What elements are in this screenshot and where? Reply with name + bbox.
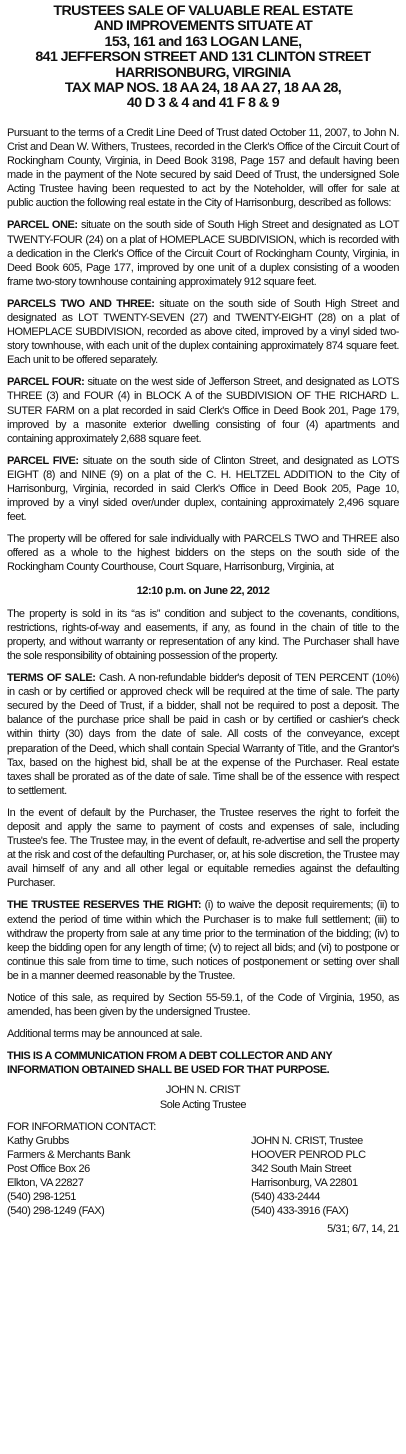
contact-line: (540) 433-2444	[251, 1191, 320, 1204]
contact-left	[7, 1134, 130, 1219]
contact-line: Farmers & Merchants Bank	[7, 1148, 131, 1161]
contact-line: Elkton, VA 22827	[7, 1177, 84, 1190]
contact-heading: FOR INFORMATION CONTACT:	[7, 1120, 156, 1133]
contact-right	[251, 1134, 399, 1219]
title-line: 40 D 3 & 4 and 41 F 8 & 9	[126, 95, 280, 112]
debt-collector-disclaimer: THIS IS A COMMUNICATION FROM A DEBT COLLECTOR AND ANY INFORMATION OBTAINED SHALL BE USED FOR THAT PURPOSE.	[7, 1050, 333, 1077]
contact-line: 342 South Main Street	[251, 1162, 352, 1175]
parcel-five-paragraph	[7, 454, 399, 524]
parcel-four-text: situate on the west side of Jefferson Street, and designated as LOTS THREE (3) and FOUR (4) in BLOCK A of the SUBDIVISION OF THE RICHARD L. SUTER FARM on a plat recorded in said Clerk's Office in Deed Book 201, Page 179, improved by a masonite exterior dwelling consisting of four (4) apartments and containing approximately 2,688 square feet.	[7, 376, 399, 445]
notice-title	[7, 4, 399, 112]
parcel-five-text: situate on the south side of Clinton Street, and designated as LOTS EIGHT (8) and NINE (9) on a plat of the C. H. HELTZEL ADDITION to the City of Harrisonburg, Virginia, recorded in said Clerk's Office in Deed Book 205, Page 10, improved by a vinyl sided over/under duplex, containing approximately 2,496 square feet.	[7, 454, 399, 524]
terms-paragraph	[7, 671, 399, 798]
parcels-two-three-paragraph	[7, 297, 399, 367]
run-dates: 5/31; 6/7, 14, 21	[327, 1223, 399, 1236]
contact-line: (540) 433-3916 (FAX)	[251, 1205, 349, 1218]
offer-paragraph: The property will be offered for sale individually with PARCELS TWO and THREE also offered as a whole to the highest bidders on the steps on the south side of the Rockingham County Courthouse, Court Square, Harrisonburg, Virginia, at	[7, 533, 399, 574]
contacts	[7, 1134, 399, 1219]
default-paragraph: In the event of default by the Purchaser, the Trustee reserves the right to forfeit the deposit and apply the same to payment of costs and expenses of sale, including Trustee's fee. The Trustee may, in the event of default, re-advertise and sell the property at the risk and cost of the defaulting Purchaser, or, at his sole discretion, the Trustee may avail himself of any and all other legal or equitable remedies against the defaulting Purchaser.	[7, 806, 399, 890]
as-is-paragraph: The property is sold in its “as is” condition and subject to the covenants, conditions, restrictions, rights-of-way and easements, if any, as found in the chain of title to the property, and without warranty or representation of any kind. The Purchaser shall have the sole responsibility of obtaining possession of the property.	[7, 607, 399, 662]
parcels-two-three-text: situate on the south side of South High Street and designated as LOT TWENTY-SEVEN (27) and TWENTY-EIGHT (28) on a plat of HOMEPLACE SUBDIVISION, recorded as above cited, improved by a vinyl sided two-story townhouse, with each unit of the duplex containing approximately 874 square feet. Each unit to be offered separately.	[7, 297, 399, 367]
reserves-label: THE TRUSTEE RESERVES THE RIGHT:	[7, 899, 202, 912]
title-line: TAX MAP NOS. 18 AA 24, 18 AA 27, 18 AA 28,	[64, 80, 342, 97]
intro-paragraph: Pursuant to the terms of a Credit Line Deed of Trust dated October 11, 2007, to John N. Crist and Dean W. Withers, Trustees, recorded in the Clerk's Office of the Circuit Court of Rockingham County, Virginia, in Deed Book 3198, Page 157 and default having been made in the payment of the Note secured by said Deed of Trust, the undersigned Sole Acting Trustee having been requested to act by the Noteholder, will offer for sale at public auction the following real estate in the City of Harrisonburg, described as follows:	[7, 126, 399, 210]
terms-text: Cash. A non-refundable bidder's deposit of TEN PERCENT (10%) in cash or by certified or approved check will be required at the time of sale. The party secured by the Deed of Trust, if a bidder, shall not be required to post a deposit. The balance of the purchase price shall be paid in cash or by certified or cashier's check within thirty (30) days from the date of sale. All costs of the conveyance, except preparation of the Deed, which shall contain Special Warranty of Title, and the Grantor's Tax, based on the highest bid, shall be at the expense of the Purchaser. Real estate taxes shall be prorated as of the date of sale. Time shall be of the essence with respect to settlement.	[7, 672, 399, 797]
contact-line: (540) 298-1249 (FAX)	[7, 1205, 105, 1218]
contact-line: Kathy Grubbs	[7, 1134, 69, 1147]
contact-line: Harrisonburg, VA 22801	[251, 1177, 358, 1190]
signature-title: Sole Acting Trustee	[159, 1098, 247, 1111]
additional-terms: Additional terms may be announced at sale.	[7, 1028, 203, 1041]
parcel-four-label: PARCEL FOUR:	[7, 376, 85, 389]
reserves-text: (i) to waive the deposit requirements; (ii) to extend the period of time within which the Purchaser is to make full settlement; (iii) to withdraw the property from sale at any time prior to the termination of the bidding; (iv) to keep the bidding open for any length of time; (v) to reject all bids; and (vi) to postpone or continue this sale from time to time, such notices of postponement or setting over shall be in a manner deemed reasonable by the Trustee.	[7, 899, 399, 982]
reserves-paragraph	[7, 898, 399, 983]
parcel-four-paragraph	[7, 375, 399, 445]
contact-line: JOHN N. CRIST, Trustee	[251, 1134, 363, 1147]
parcel-five-label: PARCEL FIVE:	[7, 454, 79, 467]
signature-name: JOHN N. CRIST	[165, 1084, 241, 1097]
parcel-one-text: situate on the south side of South High Street and designated as LOT TWENTY-FOUR (24) on a plat of HOMEPLACE SUBDIVISION, which is recorded with a dedication in the Clerk's Office of the Circuit Court of Rockingham County, Virginia, in Deed Book 605, Page 177, improved by one unit of a duplex consisting of a wooden frame two-story townhouse containing approximately 912 square feet.	[7, 219, 399, 288]
contact-line: HOOVER PENROD PLC	[251, 1148, 366, 1161]
parcels-two-three-label: PARCELS TWO AND THREE:	[7, 297, 155, 310]
title-line: AND IMPROVEMENTS SITUATE AT	[93, 18, 313, 35]
terms-label: TERMS OF SALE:	[7, 672, 96, 685]
signature-block	[7, 1083, 399, 1111]
contact-line: Post Office Box 26	[7, 1162, 90, 1175]
parcel-one-paragraph	[7, 218, 399, 288]
parcel-one-label: PARCEL ONE:	[7, 219, 78, 232]
contact-line: (540) 298-1251	[7, 1191, 76, 1204]
sale-time: 12:10 p.m. on June 22, 2012	[136, 584, 270, 597]
title-line: TRUSTEES SALE OF VALUABLE REAL ESTATE	[53, 3, 353, 19]
title-line: 841 JEFFERSON STREET AND 131 CLINTON STREET	[35, 49, 371, 66]
title-line: 153, 161 and 163 LOGAN LANE,	[104, 33, 302, 50]
notice-paragraph: Notice of this sale, as required by Section 55-59.1, of the Code of Virginia, 1950, as amended, has been given by the undersigned Trustee.	[7, 992, 399, 1019]
title-line: HARRISONBURG, VIRGINIA	[115, 64, 291, 81]
